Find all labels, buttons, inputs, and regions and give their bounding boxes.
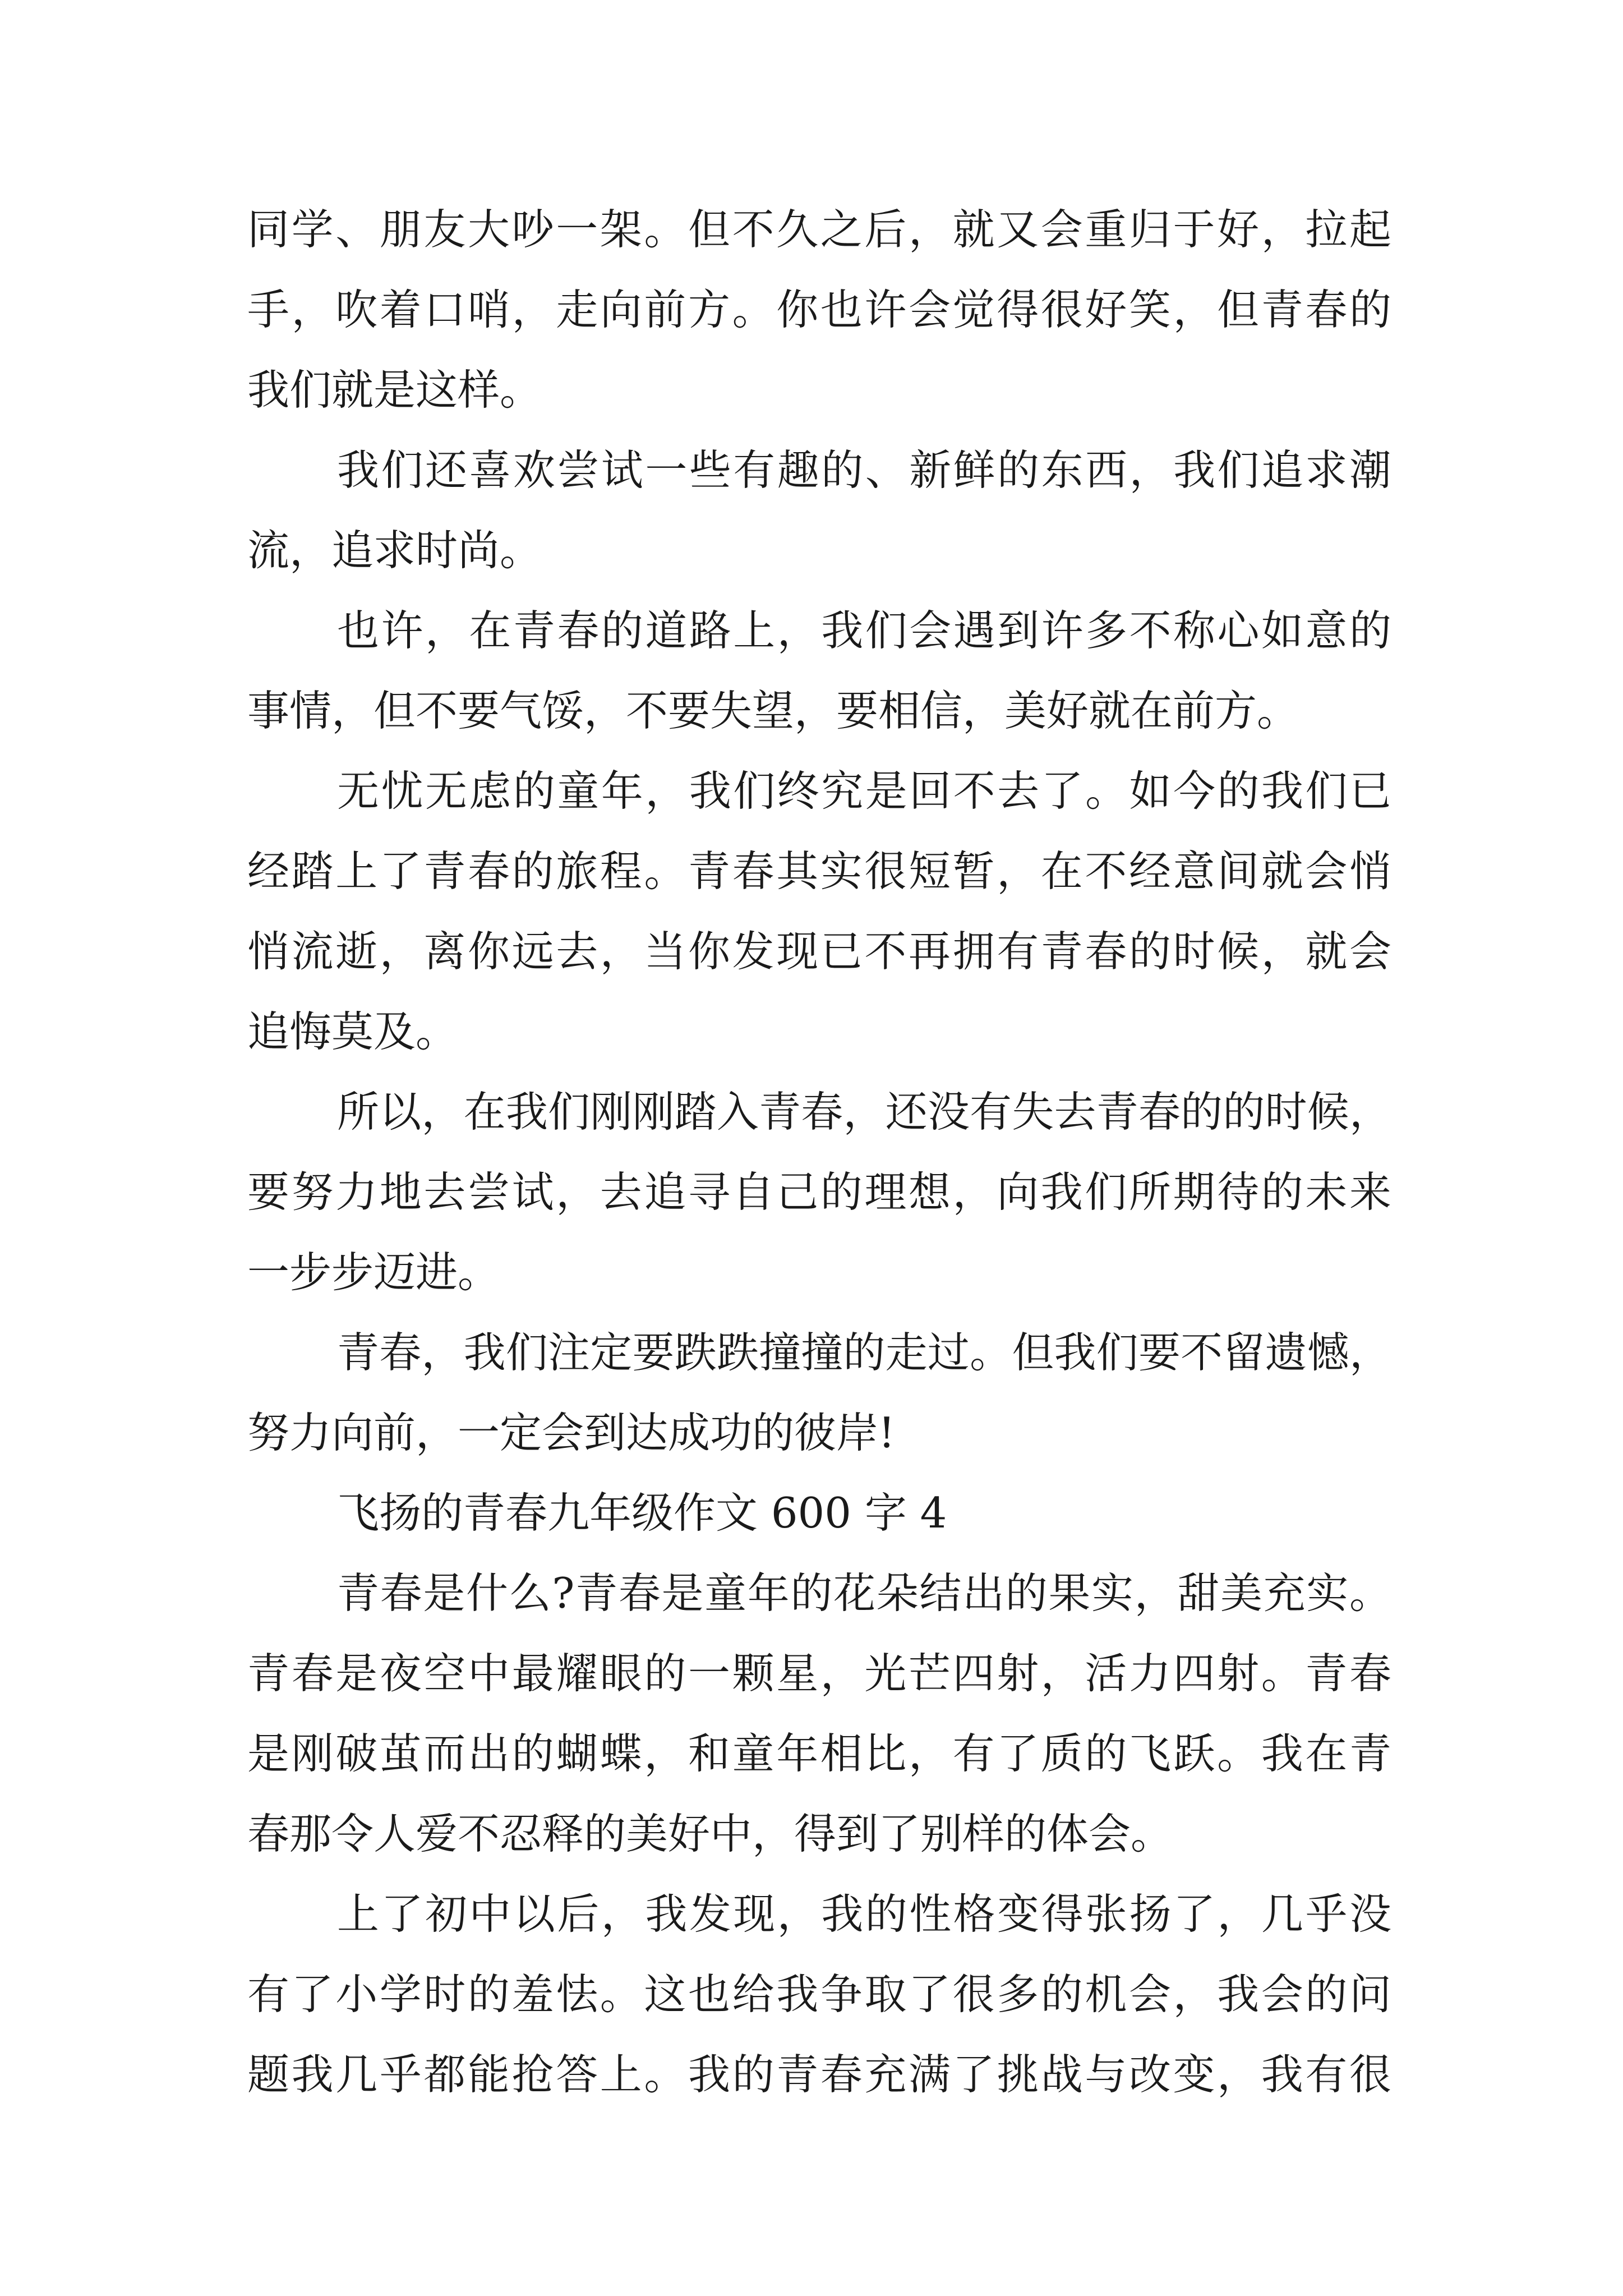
document-body [247, 190, 1391, 2115]
text-line: 经踏上了青春的旅程。青春其实很短暂，在不经意间就会悄 [247, 846, 1391, 896]
text-line: 同学、朋友大吵一架。但不久之后，就又会重归于好，拉起 [247, 205, 1391, 254]
text-line: 流，追求时尚。 [247, 526, 542, 575]
text-line: 是刚破茧而出的蝴蝶，和童年相比，有了质的飞跃。我在青 [247, 1729, 1391, 1778]
text-line: 无忧无虑的童年，我们终究是回不去了。如今的我们已 [337, 766, 1391, 816]
text-line: 青春是什么?青春是童年的花朵结出的果实，甜美充实。 [337, 1568, 1391, 1618]
text-line: 上了初中以后，我发现，我的性格变得张扬了，几乎没 [337, 1889, 1391, 1939]
text-line: 手，吹着口哨，走向前方。你也许会觉得很好笑，但青春的 [247, 285, 1391, 334]
text-line: 青春是夜空中最耀眼的一颗星，光芒四射，活力四射。青春 [247, 1649, 1391, 1698]
text-line: 青春，我们注定要跌跌撞撞的走过。但我们要不留遗憾， [337, 1328, 1391, 1377]
text-line: 追悔莫及。 [247, 1007, 458, 1056]
text-line: 一步步迈进。 [247, 1248, 500, 1297]
text-line: 我们还喜欢尝试一些有趣的、新鲜的东西，我们追求潮 [337, 445, 1391, 495]
section-heading: 飞扬的青春九年级作文 600 字 4 [337, 1488, 947, 1538]
text-line: 我们就是这样。 [247, 365, 542, 415]
text-line: 春那令人爱不忍释的美好中，得到了别样的体会。 [247, 1809, 1173, 1858]
text-line: 努力向前，一定会到达成功的彼岸! [247, 1408, 896, 1457]
text-line: 要努力地去尝试，去追寻自己的理想，向我们所期待的未来 [247, 1167, 1391, 1217]
text-line: 有了小学时的羞怯。这也给我争取了很多的机会，我会的问 [247, 1970, 1391, 2019]
text-line: 题我几乎都能抢答上。我的青春充满了挑战与改变，我有很 [247, 2050, 1391, 2099]
text-line: 事情，但不要气馁，不要失望，要相信，美好就在前方。 [247, 686, 1299, 735]
text-line: 所以，在我们刚刚踏入青春，还没有失去青春的的时候， [337, 1087, 1391, 1137]
text-line: 悄流逝，离你远去，当你发现已不再拥有青春的时候，就会 [247, 927, 1391, 976]
text-line: 也许，在青春的道路上，我们会遇到许多不称心如意的 [337, 606, 1391, 655]
